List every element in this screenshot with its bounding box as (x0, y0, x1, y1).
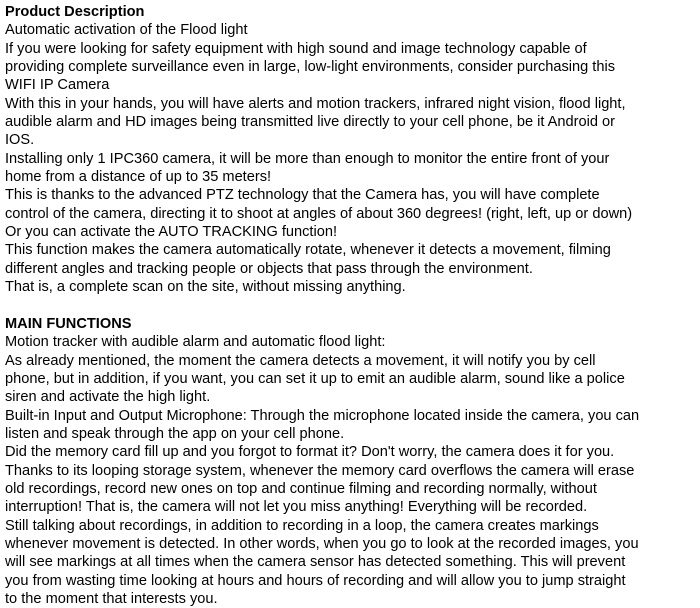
text-line: This function makes the camera automatically rotate, whenever it detects a movement, filming (5, 242, 611, 259)
text-line: providing complete surveillance even in large, low-light environments, consider purchasing this (5, 59, 616, 76)
text-line: interruption! That is, the camera will not let you miss anything! Everything will be recorded. (5, 499, 588, 516)
text-line: audible alarm and HD images being transmitted live directly to your cell phone, be it Android or (5, 114, 616, 131)
document-body (5, 3, 695, 608)
text-line: Built-in Input and Output Microphone: Through the microphone located inside the camera, you can (5, 407, 640, 424)
text-line: listen and speak through the app on your cell phone. (5, 425, 345, 442)
text-line: siren and activate the high light. (5, 389, 211, 406)
text-line: WIFI IP Camera (5, 77, 110, 94)
main-functions-heading: MAIN FUNCTIONS (5, 315, 132, 332)
product-description-heading: Product Description (5, 4, 145, 20)
text-line: Installing only 1 IPC360 camera, it will be more than enough to monitor the entire front of your (5, 150, 610, 167)
text-line: Thanks to its looping storage system, whenever the memory card overflows the camera will erase (5, 462, 635, 479)
text-line: phone, but in addition, if you want, you can set it up to emit an audible alarm, sound like a police (5, 370, 625, 387)
main-functions-text (5, 333, 695, 608)
text-line: you from wasting time looking at hours and hours of recording and will allow you to jump straight (5, 572, 626, 589)
text-line: Motion tracker with audible alarm and automatic flood light: (5, 334, 386, 351)
text-line: Still talking about recordings, in addition to recording in a loop, the camera creates markings (5, 517, 599, 534)
text-line: different angles and tracking people or objects that pass through the environment. (5, 260, 533, 277)
section-spacer (5, 297, 695, 315)
text-line: As already mentioned, the moment the camera detects a movement, it will notify you by cell (5, 352, 596, 369)
text-line: Or you can activate the AUTO TRACKING function! (5, 224, 338, 241)
text-line: whenever movement is detected. In other words, when you go to look at the recorded images, you (5, 535, 639, 552)
text-line: home from a distance of up to 35 meters! (5, 169, 272, 186)
text-line: If you were looking for safety equipment with high sound and image technology capable of (5, 40, 587, 57)
text-line: control of the camera, directing it to shoot at angles of about 360 degrees! (right, left, up or down) (5, 205, 633, 222)
text-line: old recordings, record new ones on top and continue filming and recording normally, without (5, 480, 597, 497)
text-line: This is thanks to the advanced PTZ technology that the Camera has, you will have complete (5, 187, 600, 204)
text-line: to the moment that interests you. (5, 591, 218, 607)
text-line: Did the memory card fill up and you forgot to format it? Don't worry, the camera does it for you. (5, 444, 615, 461)
text-line: Automatic activation of the Flood light (5, 22, 248, 39)
text-line: With this in your hands, you will have alerts and motion trackers, infrared night vision, flood light, (5, 95, 626, 112)
text-line: will see markings at all times when the camera sensor has detected something. This will prevent (5, 554, 626, 571)
text-line: That is, a complete scan on the site, without missing anything. (5, 279, 406, 296)
text-line: IOS. (5, 132, 35, 149)
product-description-text (5, 21, 695, 296)
